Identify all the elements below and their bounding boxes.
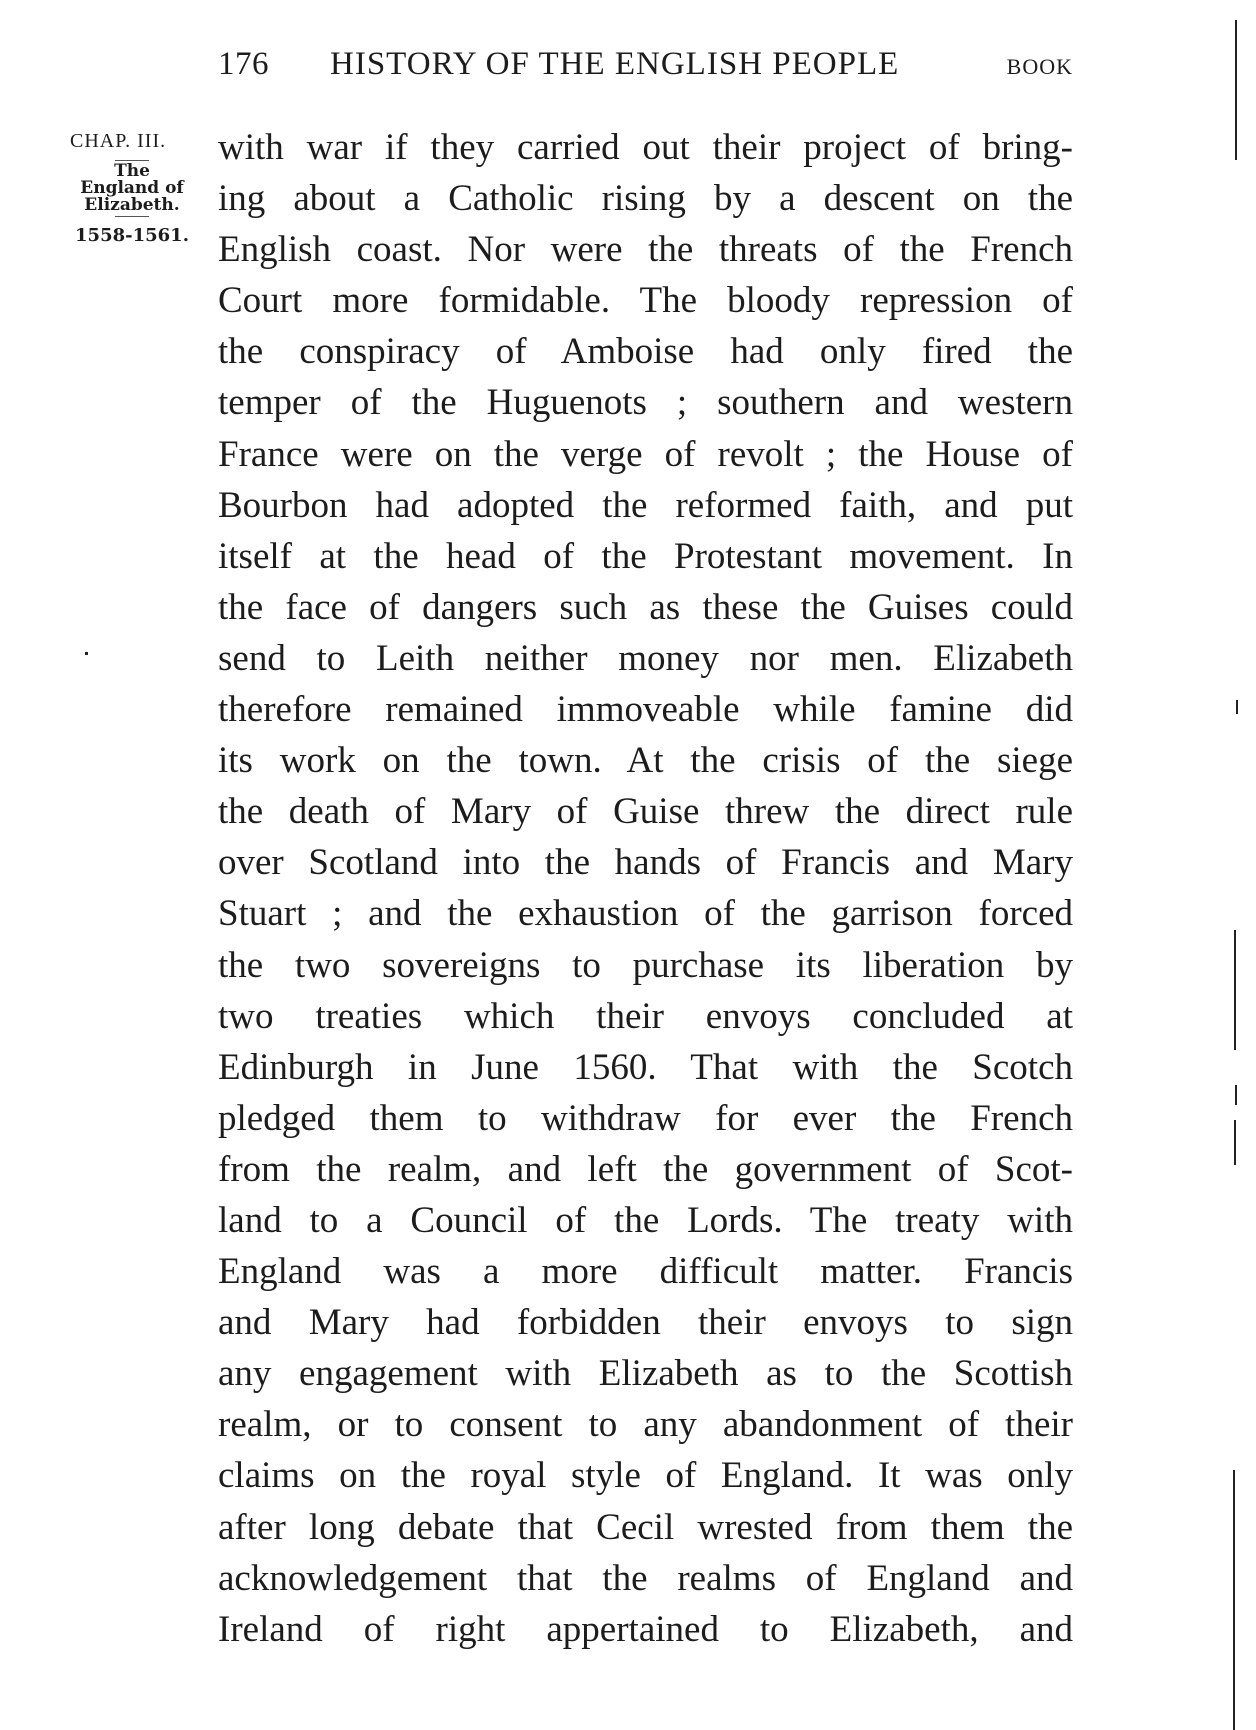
page-number: 176 (218, 46, 269, 82)
text-line: send to Leith neither money nor men. Elizabeth (218, 637, 1073, 679)
text-line: Bourbon had adopted the reformed faith, and put (218, 484, 1073, 526)
margin-topic-line: The (114, 161, 150, 181)
text-line: England was a more difficult matter. Francis (218, 1251, 1073, 1293)
scan-edge-mark (1236, 700, 1238, 714)
text-line: the face of dangers such as these the Guises could (218, 586, 1073, 628)
text-line: from the realm, and left the government of Scot- (218, 1148, 1073, 1190)
chapter-label: CHAP. III. (70, 130, 167, 152)
margin-rule (115, 216, 149, 217)
text-line: the two sovereigns to purchase its liberation by (218, 944, 1073, 986)
scan-edge-mark (1234, 1120, 1236, 1165)
text-line: the death of Mary of Guise threw the direct rule (218, 791, 1073, 833)
text-line: Ireland of right appertained to Elizabeth, and (218, 1608, 1073, 1650)
scan-edge-mark (1233, 1470, 1235, 1730)
text-line: after long debate that Cecil wrested from them the (218, 1506, 1073, 1548)
scan-edge-mark (1234, 930, 1236, 1050)
text-line: its work on the town. At the crisis of the siege (218, 740, 1073, 782)
text-line: acknowledgement that the realms of England and (218, 1557, 1073, 1599)
text-line: land to a Council of the Lords. The treaty with (218, 1199, 1073, 1241)
text-line: over Scotland into the hands of Francis and Mary (218, 842, 1073, 884)
text-line: Stuart ; and the exhaustion of the garrison forced (218, 893, 1073, 935)
scan-stray-mark (85, 652, 88, 655)
scan-edge-mark (1235, 1085, 1237, 1105)
running-book-label: BOOK (1006, 54, 1073, 79)
text-line: and Mary had forbidden their envoys to sign (218, 1302, 1073, 1344)
text-line: with war if they carried out their project of bring- (218, 127, 1073, 168)
text-line: two treaties which their envoys concluded at (218, 995, 1073, 1037)
text-line: Court more formidable. The bloody repression of (218, 280, 1073, 322)
text-line: claims on the royal style of England. It was only (218, 1455, 1073, 1497)
text-line: Edinburgh in June 1560. That with the Scotch (218, 1046, 1073, 1088)
body-text (218, 122, 1073, 1655)
running-title: HISTORY OF THE ENGLISH PEOPLE (330, 46, 900, 82)
text-line: France were on the verge of revolt ; the House of (218, 433, 1073, 475)
text-line: any engagement with Elizabeth as to the Scottish (218, 1353, 1073, 1395)
text-line: ing about a Catholic rising by a descent on the (218, 178, 1073, 220)
text-line: the conspiracy of Amboise had only fired the (218, 331, 1073, 373)
text-line: realm, or to consent to any abandonment of their (218, 1404, 1073, 1446)
text-line: temper of the Huguenots ; southern and western (218, 382, 1073, 424)
scan-edge-mark (1235, 20, 1237, 160)
text-line: therefore remained immoveable while famine did (218, 689, 1073, 731)
margin-topic-line: Elizabeth. (84, 195, 180, 215)
running-head (218, 40, 1073, 88)
margin-topic-line: England of (80, 178, 184, 198)
text-line: pledged them to withdraw for ever the French (218, 1097, 1073, 1139)
margin-dates: 1558-1561. (75, 225, 189, 246)
margin-note (58, 124, 206, 251)
text-line: itself at the head of the Protestant movement. In (218, 535, 1073, 577)
text-line: English coast. Nor were the threats of the French (218, 229, 1073, 271)
